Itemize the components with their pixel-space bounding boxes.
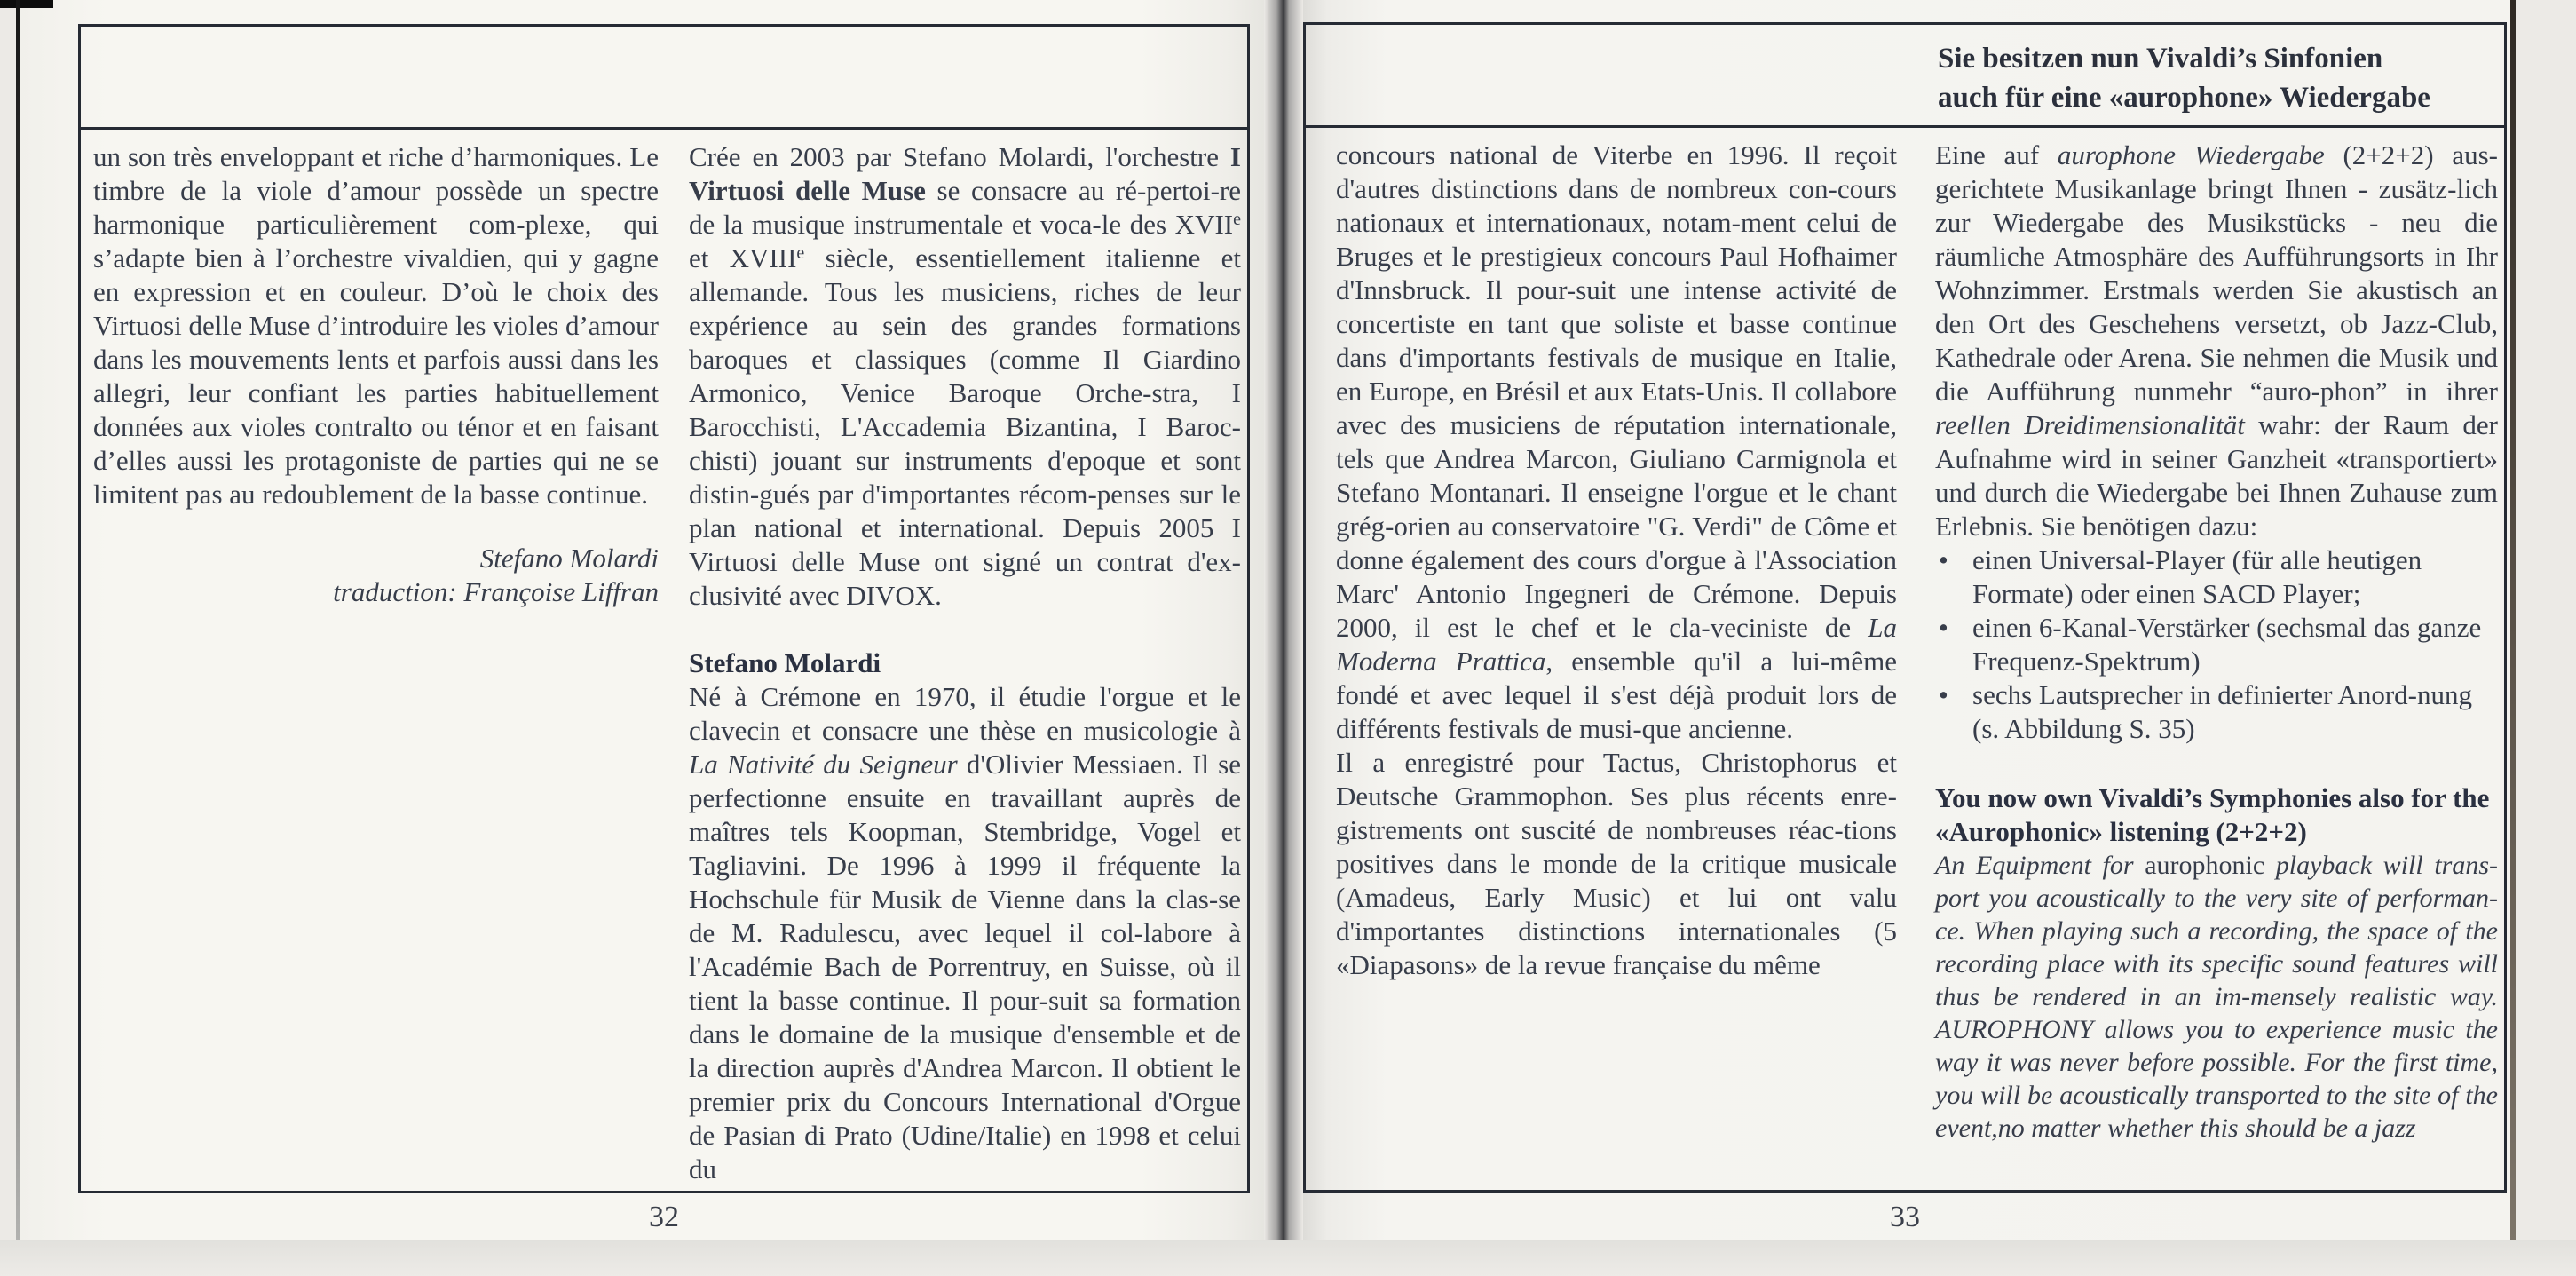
italic-text: An Equipment for [1935, 851, 2145, 880]
bullet-text [1972, 544, 2422, 609]
bold-text: I Virtuosi delle Muse [689, 141, 1241, 206]
body-text: d'Olivier Messiaen. Il se perfectionne ensuite en travaillant auprès de maîtres tels Koopman, Stembridge, Vogel et Tagliavini. De 1996 à 1999 il fréquente la Hochschule für Musik de Vienne dans la clas-se de M. Radulescu, avec lequel il col-labore à l'Académie Bach de Porrentruy, en Suisse, où il tient la basse continue. Il pour-suit sa formation dans le domaine de la musique d'ensemble et de la direction auprès d'Andrea Marcon. Il obtient le premier prix du Concours International d'Orgue de Pasian di Prato (Udine/Italie) en 1998 et celui du [689, 749, 1241, 1185]
text-column-left-page-2 [689, 140, 1241, 1186]
bullet-text [1972, 679, 2472, 744]
body-text: e [796, 243, 805, 263]
scan-bottom-edge [0, 1240, 2576, 1276]
text-column-left-page-1 [93, 140, 659, 609]
body-text: Il a enregistré pour Tactus, Christophorus et Deutsche Grammophon. Ses plus récents enre-gistrements ont suscité de nombreuses réac-tions positives dans le monde de la critique musicale (Amadeus, Early Music) et lui ont valu d'importantes distinctions internationales (5 «Diapasons» de la revue française du même [1336, 747, 1897, 980]
page-number-left: 32 [649, 1201, 679, 1233]
italic-text: playback will trans-port you acoustically to the very site of performan-ce. When playing such a recording, the space of the recording place with its specific sound features will thus be rendered in an im-mensely realistic way. AUROPHONY allows you to experience music the way it was never before possible. For the first time, you will be acoustically transported to the site of the event,no matter whether this should be a jazz [1935, 851, 2498, 1143]
body-text: aurophonic [2145, 851, 2265, 880]
italic-text: Stefano Molardi [479, 543, 659, 574]
scan-left-edge [16, 0, 20, 1242]
body-text: Né à Crémone en 1970, il étudie l'orgue et le clavecin et consacre une thèse en musicologie à [689, 681, 1241, 746]
page-number-right: 33 [1890, 1201, 1920, 1233]
paragraph [1935, 139, 2498, 543]
body-text: concours national de Viterbe en 1996. Il reçoit d'autres distinctions dans de nombreux con-cours nationaux et internationaux, notam-ment celui de Bruges et le prestigieux concours Paul Hofhaimer d'Innsbruck. Il pour-suit une intense activité de concertiste en tant que soliste et basse continue dans d'importants festivals de musique en Italie, en Europe, en Brésil et aux Etats-Unis. Il collabore avec des musiciens de réputation internationale, tels que Andrea Marcon, Giuliano Carmignola et Stefano Montanari. Il enseigne l'orgue et le chant grég-orien au conservatoire "G. Verdi" de Côme et donne également des cours d'orgue à l'Association Marc' Antonio Ingegneri de Crémone. Depuis 2000, il est le chef et le cla-veciniste de [1336, 139, 1897, 643]
section-title-german [1938, 39, 2510, 117]
italic-text: La Moderna Prattica [1336, 612, 1897, 677]
paragraph [1336, 746, 1897, 982]
italic-text: reellen Dreidimensionalität [1935, 409, 2245, 440]
scan-right-edge [2510, 0, 2516, 1242]
paragraph [1336, 139, 1897, 746]
body-text: (2+2+2) aus-gerichtete Musikanlage bringt Ihnen - zusätz-lich zur Wiedergabe des Musikstücks - neu die räumliche Atmosphäre des Aufführungsorts in Ihr Wohnzimmer. Erstmals werden Sie akustisch an den Ort des Geschehens versetzt, ob Jazz-Club, Kathedrale oder Arena. Sie nehmen die Musik und die Aufführung nunmehr “auro-phon” in ihrer [1935, 139, 2498, 407]
bullet-list-item [1935, 678, 2498, 746]
text-column-right-page-2 [1935, 139, 2498, 1145]
bullet-list [1935, 543, 2498, 746]
body-text: You now own Vivaldi’s Symphonies also for the «Aurophonic» listening (2+2+2) [1935, 782, 2490, 847]
paragraph [93, 575, 659, 609]
body-text: et XVIII [689, 242, 797, 273]
body-text: , ensemble qu'il a lui-même fondé et avec lequel il s'est déjà produit lors de différents festivals de musi-que ancienne. [1336, 646, 1897, 744]
body-text: se consacre au ré-pertoi-re de la musique instrumentale et voca-le des XVII [689, 175, 1241, 240]
bullet-icon: • [1939, 544, 1948, 575]
scan-corner-artifact [0, 0, 53, 8]
body-text: einen 6-Kanal-Verstärker (sechsmal das ganze Frequenz-Spektrum) [1972, 612, 2482, 677]
header-separator-line [81, 127, 1247, 130]
bullet-icon: • [1939, 612, 1948, 643]
body-text: sechs Lautsprecher in definierter Anord-nung (s. Abbildung S. 35) [1972, 679, 2472, 744]
body-text: e [1233, 210, 1241, 229]
section-title-line2: auch für eine «aurophone» Wiedergabe [1938, 82, 2430, 114]
body-text: einen Universal-Player (für alle heutigen Formate) oder einen SACD Player; [1972, 544, 2422, 609]
bullet-list-item [1935, 543, 2498, 611]
body-text: Stefano Molardi [689, 647, 881, 678]
body-text: wahr: der Raum der Aufnahme wird in seiner Ganzheit «transportiert» und durch die Wiedergabe bei Ihnen Zuhause zum Erlebnis. Sie benötigen dazu: [1935, 409, 2498, 542]
paragraph [689, 680, 1241, 1186]
booklet-spine-shadow [1264, 0, 1303, 1242]
paragraph [1935, 849, 2498, 1145]
italic-text: aurophone Wiedergabe [2057, 139, 2325, 170]
header-separator-line [1306, 125, 2504, 128]
section-title-line1: Sie besitzen nun Vivaldi’s Sinfonien [1938, 43, 2383, 75]
section-heading [689, 646, 1241, 680]
body-text: Crée en 2003 par Stefano Molardi, l'orchestre [689, 141, 1230, 172]
paragraph [93, 542, 659, 575]
text-column-right-page-1 [1336, 139, 1897, 982]
bullet-list-item [1935, 611, 2498, 678]
section-heading [1935, 781, 2498, 849]
paragraph [689, 140, 1241, 613]
body-text: un son très enveloppant et riche d’harmoniques. Le timbre de la viole d’amour possède un spectre harmonique particulièrement com-plexe, qui s’adapte bien à l’orchestre vivaldien, qui y gagne en expression et en couleur. D’où le choix des Virtuosi delle Muse d’introduire les violes d’amour dans les mouvements lents et parfois aussi dans les allegri, leur confiant les parties habituellement données aux violes contralto ou ténor et en faisant d’elles aussi les protagoniste de parties qui ne se limitent pas au redoublement de la basse continue. [93, 141, 659, 510]
italic-text: La Nativité du Seigneur [689, 749, 958, 780]
bullet-icon: • [1939, 679, 1948, 710]
body-text: siècle, essentiellement italienne et allemande. Tous les musiciens, riches de leur expérience au sein des grandes formations baroques et classiques (comme Il Giardino Armonico, Venice Baroque Orche-stra, I Barocchisti, L'Accademia Bizantina, I Baroc-chisti) jouant sur instruments d'epoque et sont distin-gués par d'importantes récom-penses sur le plan national et international. Depuis 2005 I Virtuosi delle Muse ont signé un contrat d'ex-clusivité avec DIVOX. [689, 242, 1241, 611]
italic-text: traduction: Françoise Liffran [333, 576, 659, 607]
bullet-text [1972, 612, 2481, 677]
body-text: Eine auf [1935, 139, 2058, 170]
paragraph [93, 140, 659, 511]
